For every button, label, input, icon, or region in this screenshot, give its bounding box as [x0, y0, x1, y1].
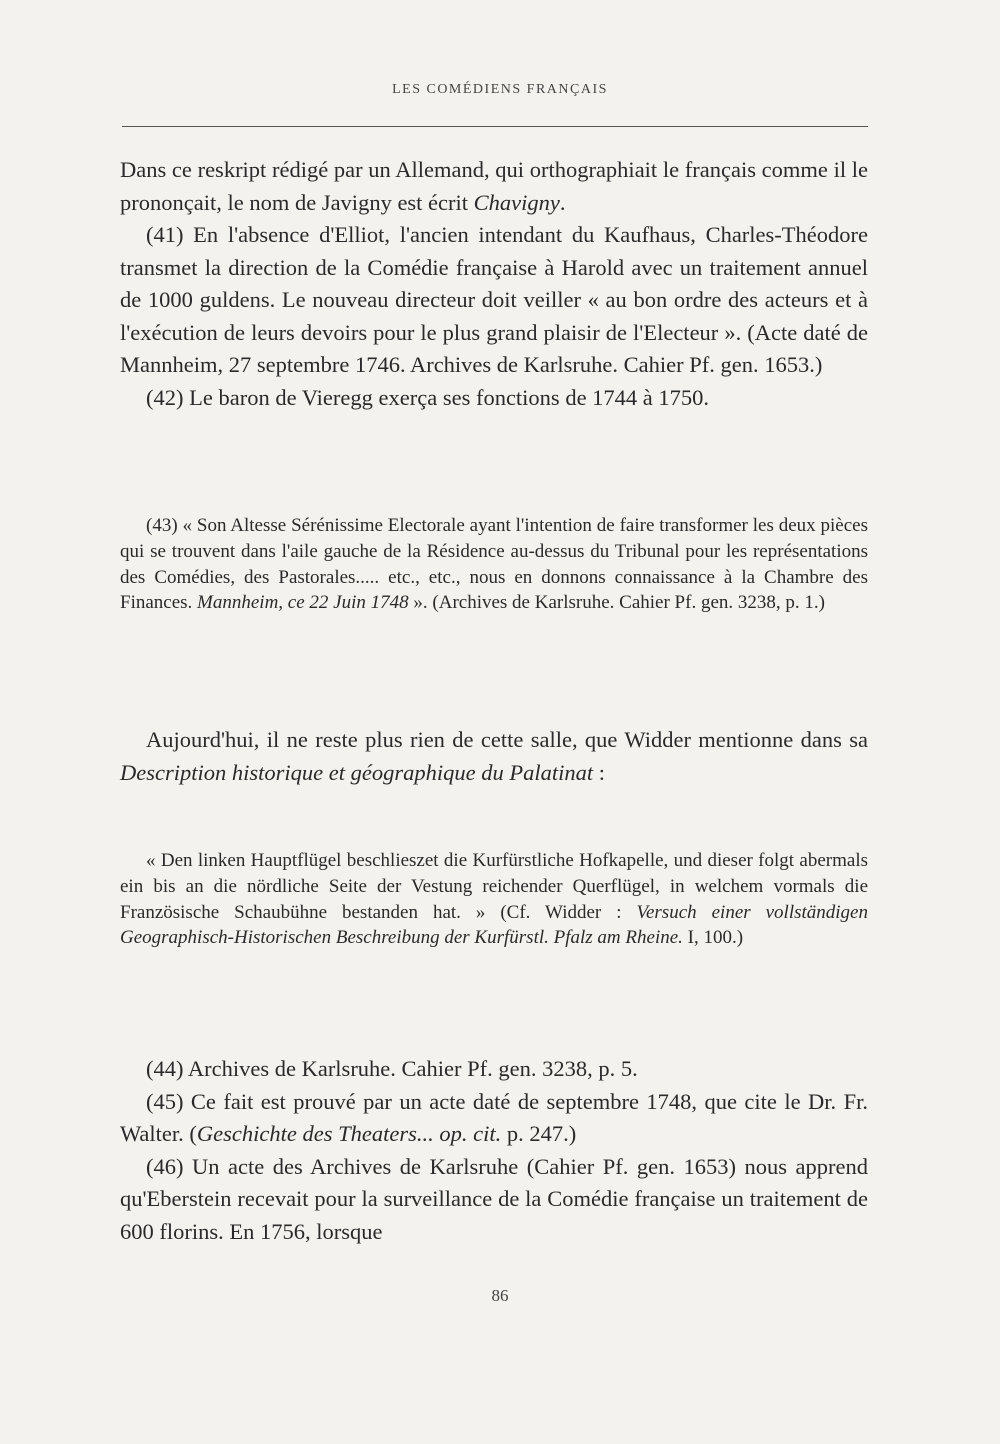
italic-mannheim-date: Mannheim, ce 22 Juin 1748 [197, 592, 409, 614]
italic-versuch-title: Versuch einer vollständigen Geographisch-Historischen Beschreibung der Kurfürstl. Pfalz am Rheine. [120, 901, 868, 949]
note-46: (46) Un acte des Archives de Karlsruhe (Cahier Pf. gen. 1653) nous apprend qu'Eberstein recevait pour la surveillance de la Comédie française un traitement de 600 florins. En 1756, lorsque [120, 1153, 868, 1244]
paragraph-reskript: Dans ce reskript rédigé par un Allemand, qui orthographiait le français comme il le prononçait, le nom de Javigny est écrit Chavigny. [120, 157, 868, 215]
note-41: (41) En l'absence d'Elliot, l'ancien intendant du Kaufhaus, Charles-Théodore transmet la direction de la Comédie française à Harold avec un traitement annuel de 1000 guldens. Le nouveau directeur doit veiller « au bon ordre des acteurs et à l'exécution de leurs devoirs pour le plus grand plaisir de l'Electeur ». (Acte daté de Mannheim, 27 septembre 1746. Archives de Karlsruhe. Cahier Pf. gen. 1653.) [120, 222, 868, 377]
note-block-40-42 [120, 154, 868, 414]
italic-widder-title: Description historique et géographique du Palatinat [120, 759, 594, 785]
note-44: (44) Archives de Karlsruhe. Cahier Pf. gen. 3238, p. 5. [146, 1056, 638, 1081]
paragraph-aujourdhui: Aujourd'hui, il ne reste plus rien de cette salle, que Widder mentionne dans sa Description historique et géographique du Palatinat : [120, 727, 868, 785]
note-block-44-46 [120, 1053, 868, 1248]
running-head: LES COMÉDIENS FRANÇAIS [392, 82, 608, 97]
italic-chavigny: Chavigny [473, 189, 560, 215]
note-43: (43) « Son Altesse Sérénissime Electorale ayant l'intention de faire transformer les deux pièces qui se trouvent dans l'aile gauche de la Résidence au-dessus du Tribunal pour les représentations des Comédies, des Pastorales..... etc., etc., nous en donnons connaissance à la Chambre des Finances. Mannheim, ce 22 Juin 1748 ». (Archives de Karlsruhe. Cahier Pf. gen. 3238, p. 1.) [120, 515, 868, 614]
note-45: (45) Ce fait est prouvé par un acte daté de septembre 1748, que cite le Dr. Fr. Walter. (Geschichte des Theaters... op. cit. p. 247.) [120, 1088, 868, 1146]
italic-geschichte-title: Geschichte des Theaters... op. cit. [196, 1121, 502, 1146]
page-number: 86 [491, 1286, 509, 1305]
note-42: (42) Le baron de Vieregg exerça ses fonctions de 1744 à 1750. [146, 384, 710, 410]
german-quotation: « Den linken Hauptflügel beschlieszet die Kurfürstliche Hofkapelle, und dieser folgt abermals ein bis an die nördliche Seite der Vestung reichender Querflügel, in welchem vormals die Französische Schaubühne bestanden hat. » (Cf. Widder : Versuch einer vollständigen Geographisch-Historischen Beschreibung der Kurfürstl. Pfalz am Rheine. I, 100.) [120, 850, 868, 949]
header-rule [122, 126, 868, 127]
